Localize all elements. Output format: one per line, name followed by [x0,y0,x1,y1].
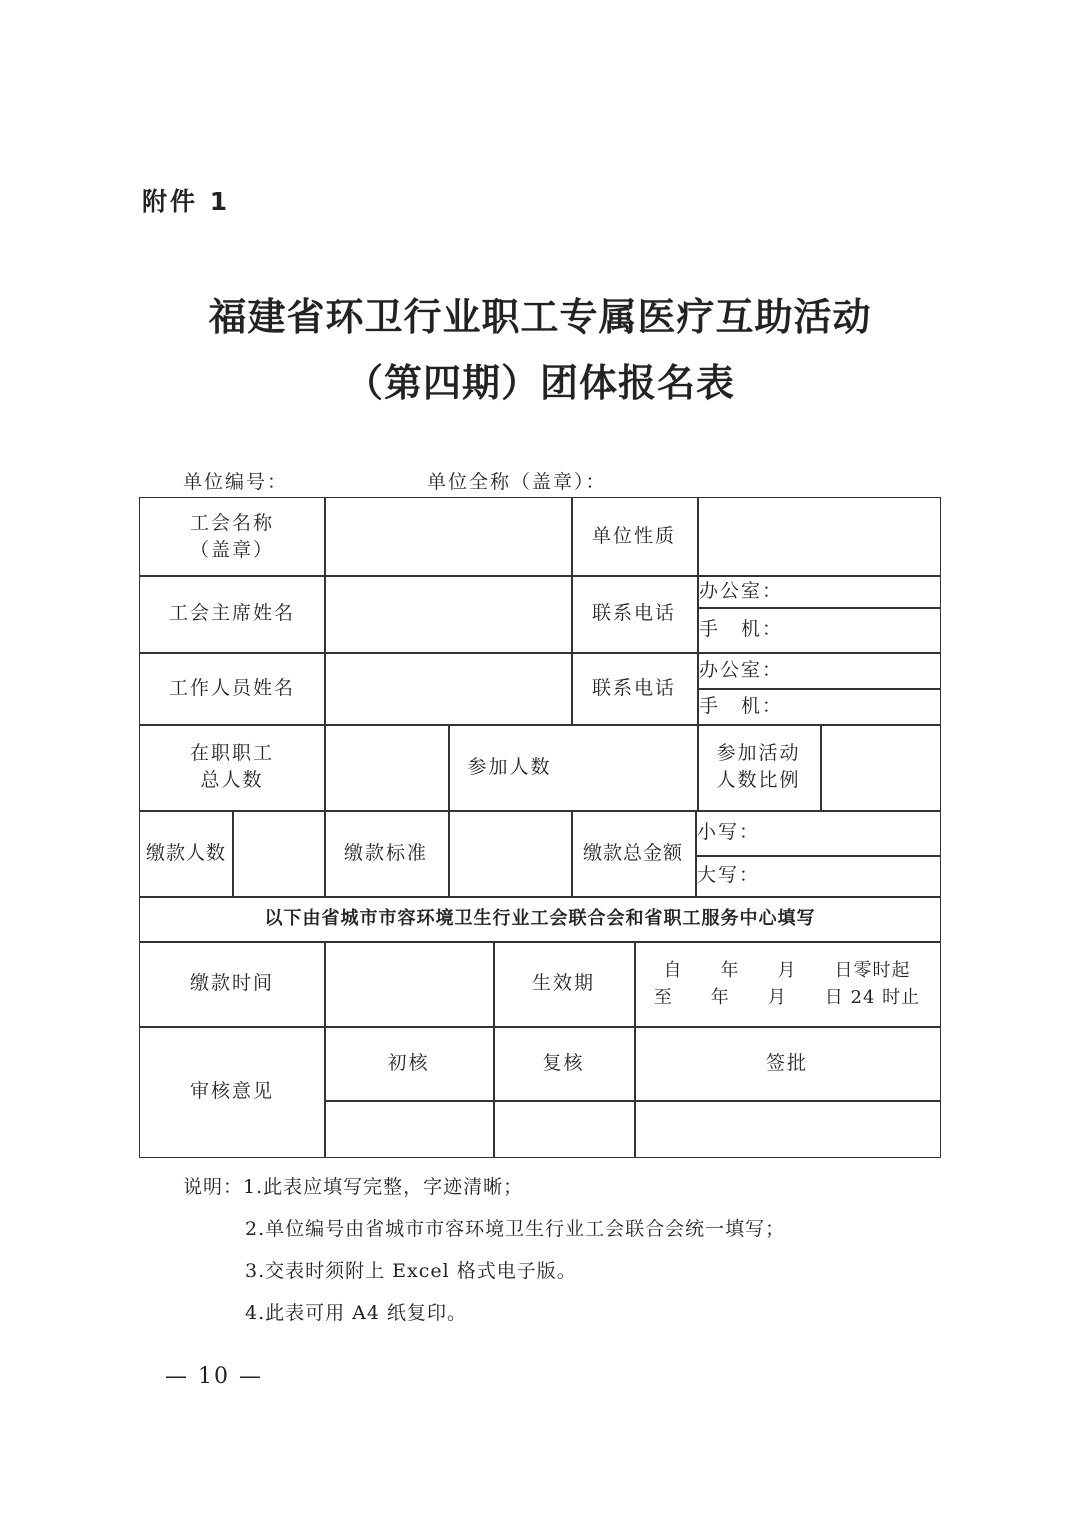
participants-label: 参加人数 [467,755,552,778]
unit-nature-label: 单位性质 [591,525,676,547]
staff-name-field[interactable] [324,652,571,724]
approval-label: 签批 [765,1051,808,1074]
total-staff-label-2: 总人数 [200,769,264,791]
re-review-field[interactable] [493,1100,634,1157]
participants-field[interactable] [571,724,697,810]
total-staff-field[interactable] [324,724,448,810]
union-name-cell [140,498,324,575]
note-line-1: 说明：1.此表应填写完整，字迹清晰； [183,1176,524,1198]
unit-nature-field[interactable] [697,498,940,575]
pay-time-label: 缴款时间 [189,972,274,994]
total-staff-cell [140,724,324,810]
initial-review-field[interactable] [324,1100,493,1157]
chairman-office-phone[interactable]: 办公室： [699,579,784,602]
effective-period-label: 生效期 [531,972,595,994]
amount-lowercase-field[interactable]: 小写： [697,821,761,843]
pay-time-field[interactable] [324,941,493,1026]
review-opinion-label: 审核意见 [189,1080,274,1102]
union-stamp-label: （盖章） [189,538,274,561]
initial-review-label: 初核 [387,1051,430,1074]
staff-office-phone[interactable]: 办公室： [699,658,784,681]
pay-standard-field[interactable] [448,810,571,896]
ratio-label-2: 人数比例 [716,769,801,791]
ratio-cell [697,724,820,810]
chairman-name-field[interactable] [324,575,571,652]
ratio-label-1: 参加活动 [716,742,801,764]
unit-fullname-label: 单位全称（盖章）： [427,471,607,493]
union-name-field[interactable] [324,498,571,575]
ratio-field[interactable] [820,724,940,810]
re-review-label: 复核 [542,1051,585,1074]
staff-name-label: 工作人员姓名 [168,676,295,699]
note-line-4: 4.此表可用 A4 纸复印。 [245,1302,468,1324]
page-number: — 10 — [165,1364,263,1389]
section-note: 以下由省城市市容环境卫生行业工会联合会和省职工服务中心填写 [264,908,816,929]
note-line-3: 3.交表时须附上 Excel 格式电子版。 [245,1260,577,1282]
chairman-mobile-phone[interactable]: 手 机： [699,618,784,640]
pay-count-label: 缴款人数 [145,841,226,864]
unit-code-label: 单位编号： [183,471,289,493]
pay-count-field[interactable] [232,810,324,896]
registration-form-table [139,497,941,1158]
pay-standard-label: 缴款标准 [343,841,428,864]
document-title-line2: （第四期）团体报名表 [344,360,735,405]
staff-contact-phone-label: 联系电话 [591,676,676,699]
staff-mobile-phone[interactable]: 手 机： [699,694,784,717]
period-from: 自 年 月 日零时起 [663,959,911,981]
note-line-2: 2.单位编号由省城市市容环境卫生行业工会联合会统一填写； [245,1218,786,1240]
pay-total-label: 缴款总金额 [582,841,683,864]
contact-phone-label: 联系电话 [591,602,676,624]
amount-uppercase-field[interactable]: 大写： [697,864,761,886]
chairman-name-label: 工会主席姓名 [168,602,295,624]
union-name-label: 工会名称 [189,511,274,534]
approval-field[interactable] [634,1100,940,1157]
attachment-label: 附件 1 [142,187,231,216]
effective-period-field[interactable] [634,941,940,1026]
total-staff-label-1: 在职职工 [189,742,274,764]
period-to: 至 年 月 日 24 时止 [653,986,921,1008]
document-title-line1: 福建省环卫行业职工专属医疗互助活动 [208,294,872,339]
